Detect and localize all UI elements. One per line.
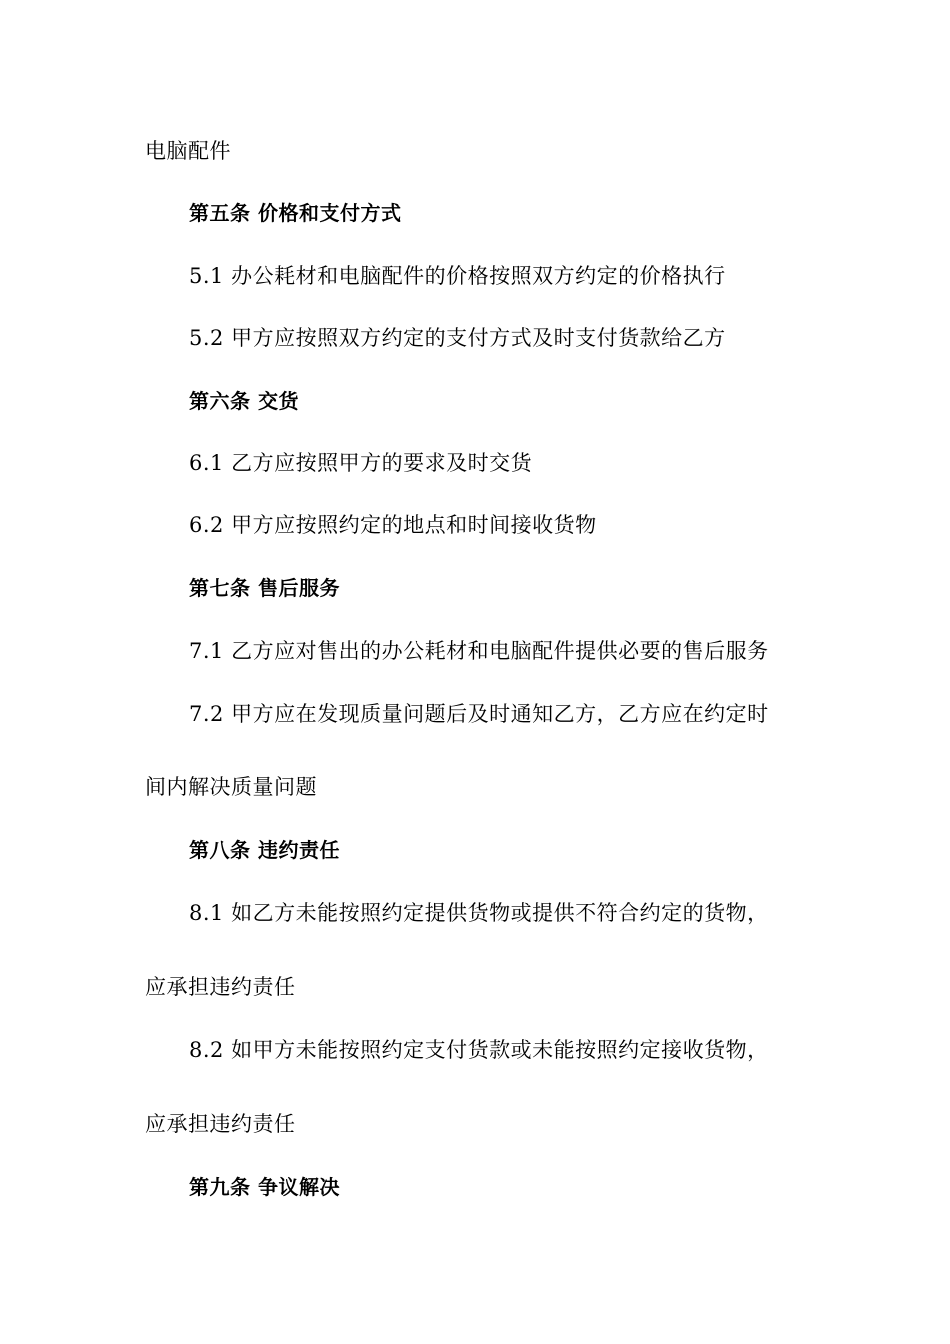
clause-7-2: 7.2 甲方应在发现质量问题后及时通知乙方，乙方应在约定时 (189, 702, 769, 726)
clause-8-2-continuation: 应承担违约责任 (145, 1112, 296, 1136)
body-text-continuation: 电脑配件 (145, 139, 231, 163)
section-heading-article-7: 第七条 售后服务 (189, 576, 340, 600)
section-heading-article-5: 第五条 价格和支付方式 (189, 201, 402, 225)
clause-5-2: 5.2 甲方应按照双方约定的支付方式及时支付货款给乙方 (189, 326, 726, 350)
clause-8-1: 8.1 如乙方未能按照约定提供货物或提供不符合约定的货物， (189, 901, 769, 925)
section-heading-article-9: 第九条 争议解决 (189, 1175, 340, 1199)
clause-8-2: 8.2 如甲方未能按照约定支付货款或未能按照约定接收货物， (189, 1038, 769, 1062)
section-heading-article-6: 第六条 交货 (189, 389, 299, 413)
clause-6-2: 6.2 甲方应按照约定的地点和时间接收货物 (189, 513, 597, 537)
clause-7-2-continuation: 间内解决质量问题 (145, 775, 317, 799)
clause-6-1: 6.1 乙方应按照甲方的要求及时交货 (189, 451, 533, 475)
section-heading-article-8: 第八条 违约责任 (189, 838, 340, 862)
clause-5-1: 5.1 办公耗材和电脑配件的价格按照双方约定的价格执行 (189, 264, 726, 288)
clause-8-1-continuation: 应承担违约责任 (145, 975, 296, 999)
clause-7-1: 7.1 乙方应对售出的办公耗材和电脑配件提供必要的售后服务 (189, 639, 769, 663)
